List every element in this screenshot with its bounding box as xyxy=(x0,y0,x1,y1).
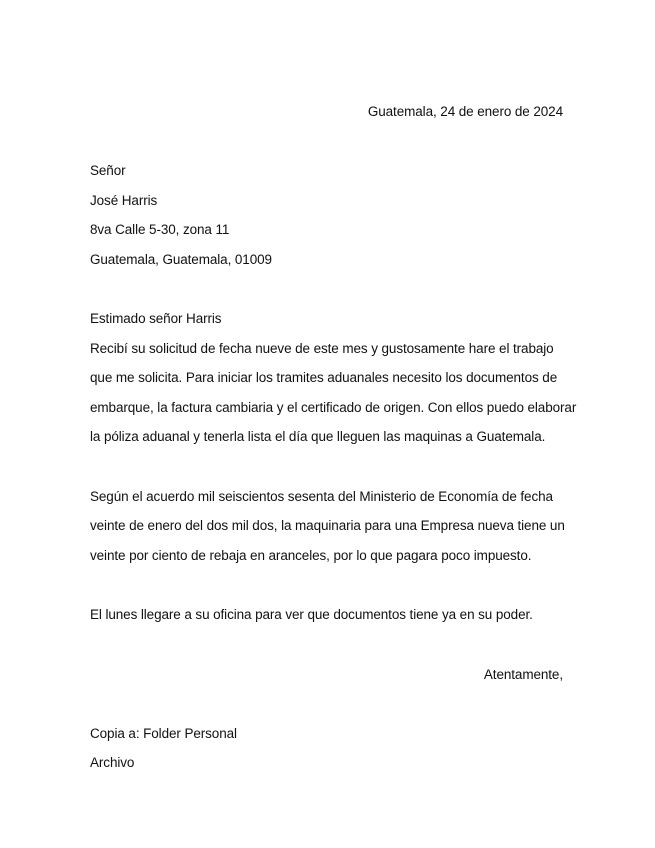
recipient-address-line-1: 8va Calle 5-30, zona 11 xyxy=(90,222,230,237)
paragraph-1-line: que me solicita. Para iniciar los tramites aduanales necesito los documentos de xyxy=(90,370,558,385)
paragraph-1-line: la póliza aduanal y tenerla lista el día que lleguen las maquinas a Guatemala. xyxy=(90,429,546,444)
paragraph-2-line: veinte de enero del dos mil dos, la maquinaria para una Empresa nueva tiene un xyxy=(90,518,565,533)
paragraph-1-line: embarque, la factura cambiaria y el certificado de origen. Con ellos puedo elaborar xyxy=(90,400,577,415)
archive-line: Archivo xyxy=(90,755,135,770)
paragraph-1-line: Recibí su solicitud de fecha nueve de este mes y gustosamente hare el trabajo xyxy=(90,341,554,356)
recipient-address-line-2: Guatemala, Guatemala, 01009 xyxy=(90,252,272,267)
date-line: Guatemala, 24 de enero de 2024 xyxy=(367,104,563,119)
copy-line: Copia a: Folder Personal xyxy=(90,726,237,741)
recipient-title: Señor xyxy=(90,163,126,178)
paragraph-3: El lunes llegare a su oficina para ver que documentos tiene ya en su poder. xyxy=(90,607,533,622)
paragraph-2-line: veinte por ciento de rebaja en aranceles, por lo que pagara poco impuesto. xyxy=(90,548,532,563)
paragraph-2-line: Según el acuerdo mil seiscientos sesenta del Ministerio de Economía de fecha xyxy=(90,489,553,504)
salutation: Estimado señor Harris xyxy=(90,311,222,326)
closing: Atentamente, xyxy=(483,667,563,682)
recipient-name: José Harris xyxy=(90,193,158,208)
